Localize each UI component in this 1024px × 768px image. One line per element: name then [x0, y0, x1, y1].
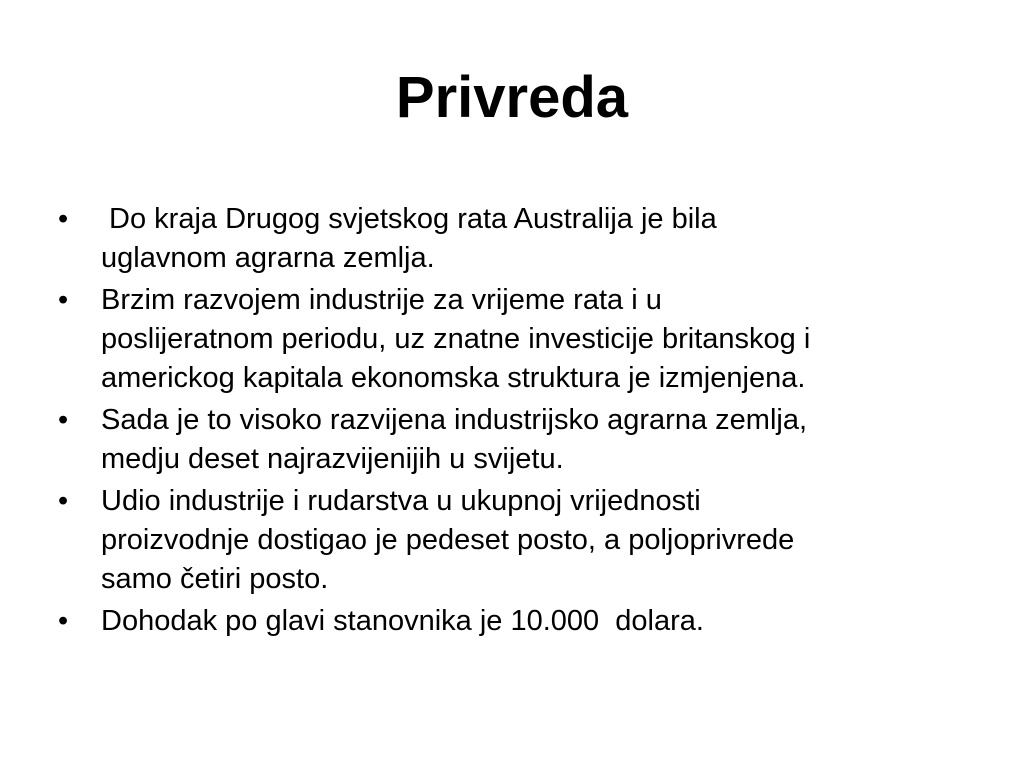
bullet-text-line: proizvodnje dostigao je pedeset posto, a poljoprivrede	[101, 524, 795, 556]
bullet-text-line: Sada je to visoko razvijena industrijsko agrarna zemlja,	[101, 404, 808, 436]
bullet-item	[58, 200, 958, 278]
bullet-point-icon: •	[58, 203, 69, 235]
bullet-text-line: Udio industrije i rudarstva u ukupnoj vrijednosti	[101, 485, 701, 517]
bullet-text-line: samo četiri posto.	[101, 563, 329, 595]
bullet-text-line: americkog kapitala ekonomska struktura je izmjenjena.	[101, 362, 806, 394]
bullet-text-line: poslijeratnom periodu, uz znatne investicije britanskog i	[101, 323, 811, 355]
bullet-point-icon: •	[58, 284, 69, 316]
bullet-item	[58, 401, 958, 479]
bullet-point-icon: •	[58, 404, 69, 436]
bullet-list	[58, 200, 958, 644]
bullet-item	[58, 602, 958, 641]
bullet-text-line: Brzim razvojem industrije za vrijeme rata i u	[101, 284, 662, 316]
bullet-point-icon: •	[58, 605, 69, 637]
bullet-text-line: Dohodak po glavi stanovnika je 10.000 dolara.	[101, 605, 704, 637]
bullet-text-line: medju deset najrazvijenijih u svijetu.	[101, 443, 564, 475]
bullet-text-line: Do kraja Drugog svjetskog rata Australija je bila	[101, 203, 717, 235]
slide-title: Privreda	[395, 65, 629, 130]
bullet-item	[58, 281, 958, 398]
bullet-item	[58, 482, 958, 599]
bullet-point-icon: •	[58, 485, 69, 517]
bullet-text-line: uglavnom agrarna zemlja.	[101, 242, 435, 274]
